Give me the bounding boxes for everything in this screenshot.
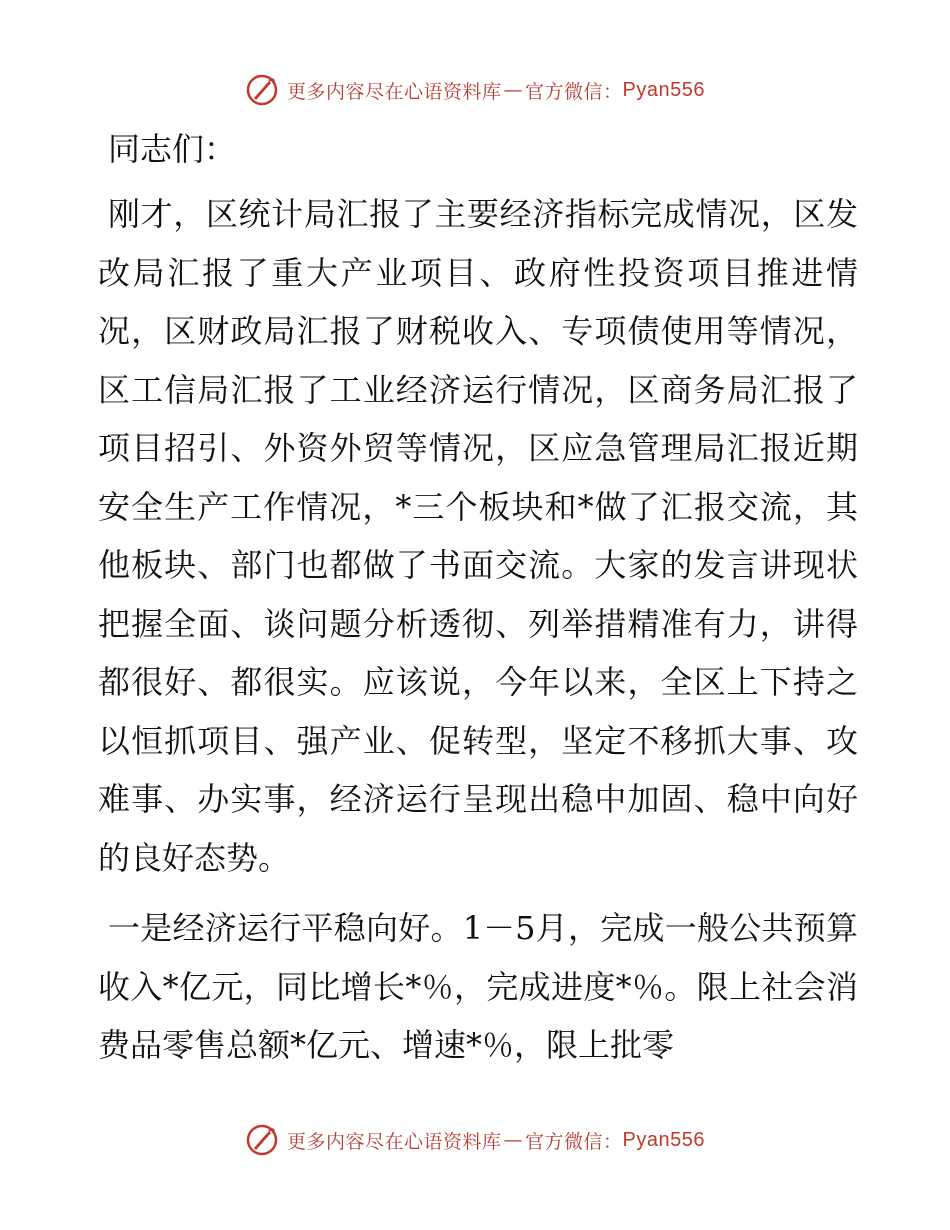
footer-watermark: [0, 1120, 950, 1160]
quill-logo-icon: [245, 1123, 279, 1157]
header-watermark: [0, 70, 950, 110]
watermark-label: 官方微信：: [525, 1130, 623, 1153]
salutation: 同志们：: [108, 130, 237, 168]
watermark-wechat-id: Pyan556: [622, 78, 705, 101]
watermark-text: 更多内容尽在心语资料库: [287, 1130, 502, 1153]
quill-logo-icon: [245, 73, 279, 107]
paragraph: 一是经济运行平稳向好。1－5月，完成一般公共预算收入*亿元，同比增长*％，完成进度*％。限上社会消费品零售总额*亿元、增速*％，限上批零: [98, 909, 858, 1064]
watermark-text: 更多内容尽在心语资料库: [287, 80, 502, 103]
document-body: [98, 125, 858, 1087]
watermark-separator: —: [503, 1129, 524, 1151]
watermark-wechat-id: Pyan556: [622, 1128, 705, 1151]
watermark-label: 官方微信：: [525, 80, 623, 103]
watermark-separator: —: [503, 79, 524, 101]
paragraph: 刚才，区统计局汇报了主要经济指标完成情况，区发改局汇报了重大产业项目、政府性投资项目推进情况，区财政局汇报了财税收入、专项债使用等情况，区工信局汇报了工业经济运行情况，区商务局汇报了项目招引、外资外贸等情况，区应急管理局汇报近期安全生产工作情况，*三个板块和*做了汇报交流，其他板块、部门也都做了书面交流。大家的发言讲现状把握全面、谈问题分析透彻、列举措精准有力，讲得都很好、都很实。应该说，今年以来，全区上下持之以恒抓项目、强产业、促转型，坚定不移抓大事、攻难事、办实事，经济运行呈现出稳中加固、稳中向好的良好态势。: [98, 195, 858, 877]
